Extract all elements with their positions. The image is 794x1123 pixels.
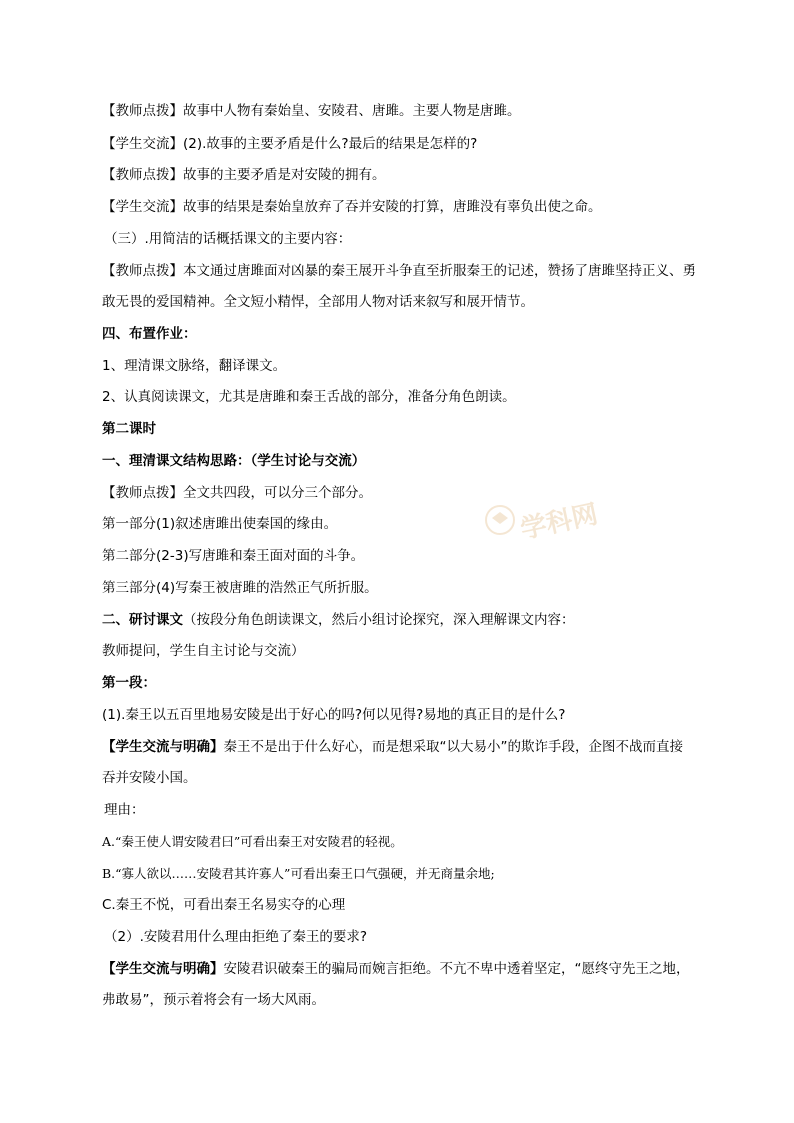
text-line: 第一部分(1)叙述唐雎出使秦国的缘由。	[102, 516, 338, 532]
watermark-logo	[470, 480, 670, 560]
text-line: 弗敢易”，预示着将会有一场大风雨。	[102, 992, 325, 1008]
text-line: 敢无畏的爱国精神。全文短小精悍，全部用人物对话来叙写和展开情节。	[102, 294, 534, 310]
text-line: 【教师点拨】全文共四段，可以分三个部分。	[102, 485, 372, 501]
text-line: 【教师点拨】本文通过唐雎面对凶暴的秦王展开斗争直至折服秦王的记述，赞扬了唐雎坚持正义、勇	[102, 263, 696, 279]
text-line	[102, 959, 690, 979]
text-line: 第三部分(4)写秦王被唐雎的浩然正气所折服。	[102, 580, 378, 596]
lesson-heading: 第二课时	[102, 421, 156, 437]
section-heading: （三）.用简洁的话概括课文的主要内容：	[104, 231, 352, 247]
watermark-text: 学科网	[517, 499, 601, 546]
text-line	[102, 737, 683, 757]
text-line: 第二部分(2-3)写唐雎和秦王面对面的斗争。	[102, 548, 365, 564]
label-span: 【学生交流与明确】	[102, 961, 224, 977]
text-line: 教师提问，学生自主讨论与交流）	[102, 643, 305, 659]
question-line: （2）.安陵君用什么理由拒绝了秦王的要求?	[104, 929, 368, 945]
text-line: 【教师点拨】故事中人物有秦始皇、安陵君、唐雎。主要人物是唐雎。	[102, 103, 521, 119]
text-line: 【教师点拨】故事的主要矛盾是对安陵的拥有。	[102, 167, 386, 183]
section-heading: 第一段：	[102, 675, 156, 691]
text-line	[102, 610, 575, 630]
text-line: 【学生交流】故事的结果是秦始皇放弃了吞并安陵的打算，唐雎没有辜负出使之命。	[102, 199, 602, 215]
list-item: B.“寡人欲以……安陵君其许寡人”可看出秦王口气强硬，并无商量余地;	[102, 866, 495, 881]
text-span: 安陵君识破秦王的骗局而婉言拒绝。不亢不卑中透着坚定，“愿终守先王之地，	[223, 961, 690, 977]
section-heading: 四、布置作业：	[102, 326, 197, 342]
text-line: 吞并安陵小国。	[102, 770, 197, 786]
section-heading: 二、研讨课文	[102, 612, 183, 628]
list-item: C.秦王不悦，可看出秦王名易实夺的心理	[102, 897, 346, 913]
list-item: A.“秦王使人谓安陵君曰”可看出秦王对安陵君的轻视。	[102, 834, 403, 849]
text-span: 秦王不是出于什么好心，而是想采取“以大易小”的欺诈手段，企图不战而直接	[223, 739, 683, 755]
list-item: 1、理清课文脉络，翻译课文。	[102, 358, 287, 374]
text-line: 理由：	[104, 802, 145, 818]
label-span: 【学生交流与明确】	[102, 739, 224, 755]
text-line: 【学生交流】(2).故事的主要矛盾是什么?最后的结果是怎样的?	[102, 136, 478, 152]
list-item: 2、认真阅读课文，尤其是唐雎和秦王舌战的部分，准备分角色朗读。	[102, 389, 516, 405]
text-span: （按段分角色朗读课文，然后小组讨论探究，深入理解课文内容：	[183, 612, 575, 628]
section-heading: 一、理清课文结构思路：（学生讨论与交流）	[102, 453, 366, 469]
question-line: (1).秦王以五百里地易安陵是出于好心的吗?何以见得?易地的真正目的是什么?	[102, 707, 566, 723]
